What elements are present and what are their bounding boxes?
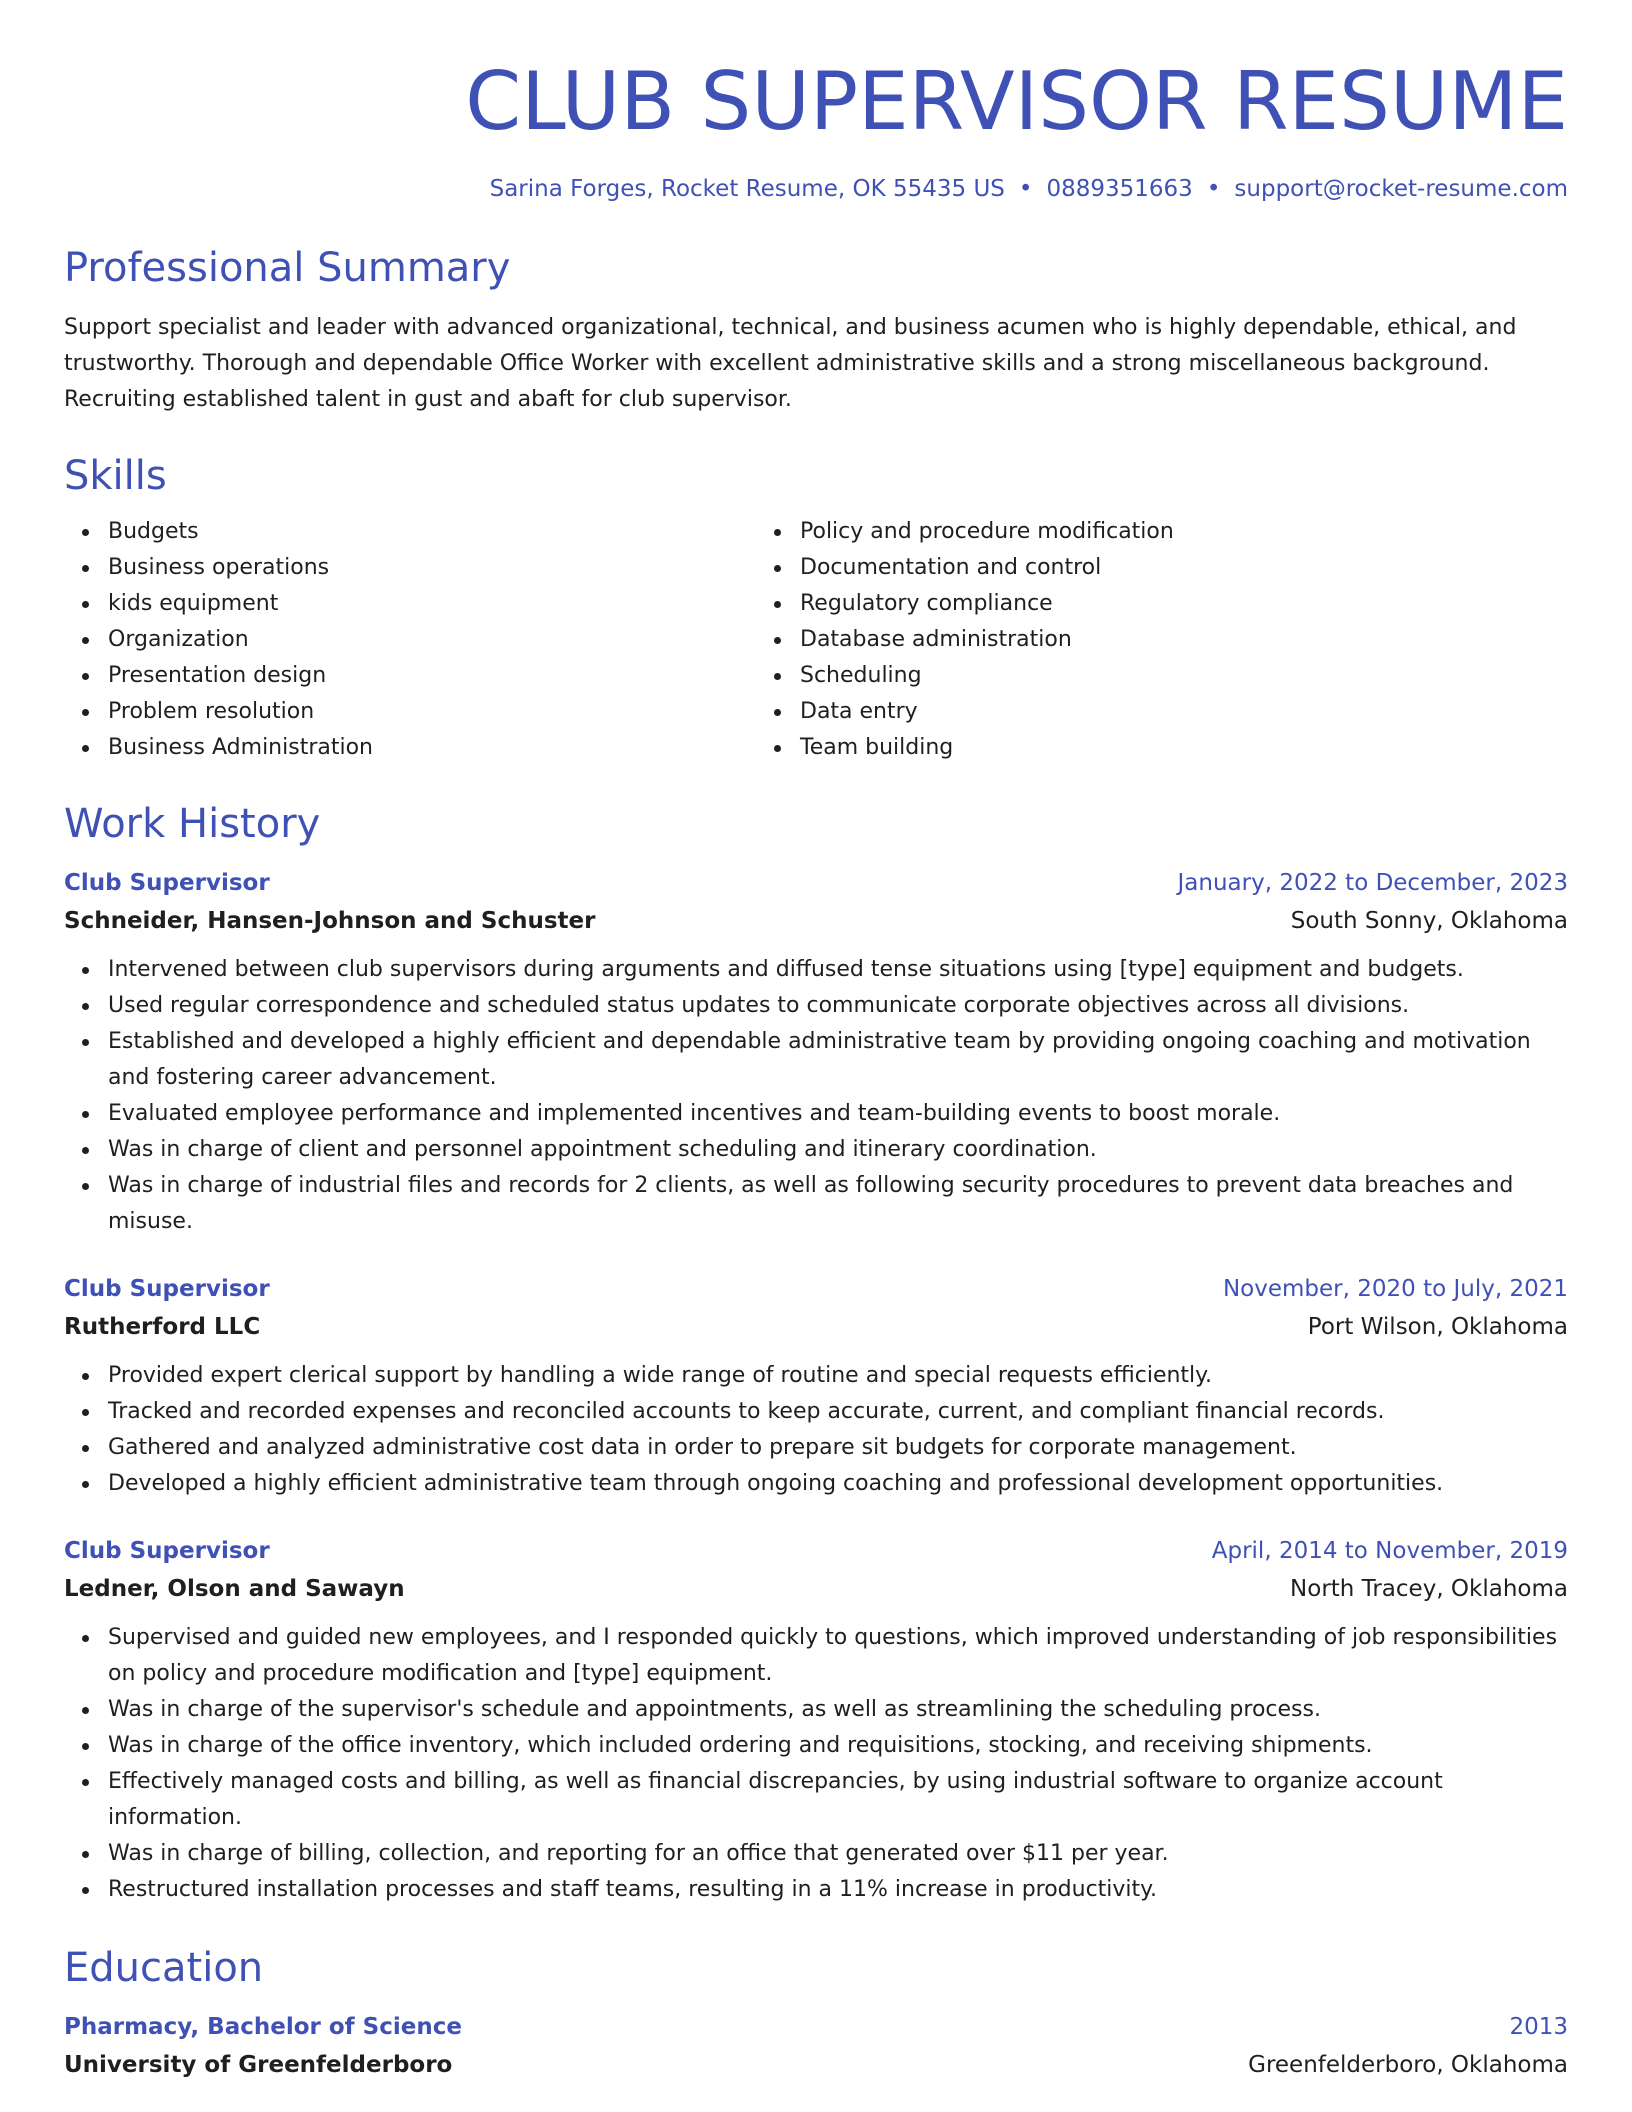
education-school: University of Greenfelderboro: [64, 2052, 453, 2078]
job-bullet: Effectively managed costs and billing, as well as financial discrepancies, by using industrial software to organize account information.: [108, 1764, 1568, 1836]
job-bullets: [64, 1358, 1568, 1502]
skills-list: [64, 514, 1568, 766]
job-bullet: Tracked and recorded expenses and reconciled accounts to keep accurate, current, and compliant financial records.: [108, 1394, 1568, 1430]
contact-separator: •: [1206, 176, 1221, 202]
job-bullet: Evaluated employee performance and implemented incentives and team-building events to boost morale.: [108, 1096, 1568, 1132]
skill-item: Documentation and control: [800, 550, 1174, 586]
job-bullet: Established and developed a highly efficient and dependable administrative team by providing ongoing coaching and motivation and fostering career advancement.: [108, 1024, 1568, 1096]
skill-item: Business operations: [108, 550, 756, 586]
job-bullet: Provided expert clerical support by handling a wide range of routine and special requests efficiently.: [108, 1358, 1568, 1394]
skill-item: kids equipment: [108, 586, 756, 622]
job-dates: January, 2022 to December, 2023: [1177, 870, 1568, 896]
contact-line: [64, 172, 1568, 206]
summary-heading: Professional Summary: [64, 245, 511, 291]
job-bullets: [64, 952, 1568, 1240]
skill-item: Regulatory compliance: [800, 586, 1174, 622]
contact-email: support@rocket-resume.com: [1234, 176, 1568, 202]
education-year: 2013: [1509, 2014, 1568, 2040]
job-entry: [64, 864, 1568, 1240]
skill-item: Policy and procedure modification: [800, 514, 1174, 550]
skill-item: Data entry: [800, 694, 1174, 730]
job-bullet: Developed a highly efficient administrative team through ongoing coaching and professional development opportunities.: [108, 1466, 1568, 1502]
skill-item: Presentation design: [108, 658, 756, 694]
job-dates: November, 2020 to July, 2021: [1222, 1276, 1568, 1302]
job-location: Port Wilson, Oklahoma: [1307, 1314, 1568, 1340]
contact-separator: •: [1018, 176, 1033, 202]
job-entry: [64, 1532, 1568, 1908]
skills-column-right: [756, 514, 1174, 766]
skills-heading: Skills: [64, 453, 167, 499]
job-bullet: Gathered and analyzed administrative cost data in order to prepare sit budgets for corporate management.: [108, 1430, 1568, 1466]
skill-item: Problem resolution: [108, 694, 756, 730]
job-location: North Tracey, Oklahoma: [1290, 1576, 1568, 1602]
skill-item: Database administration: [800, 622, 1174, 658]
job-bullets: [64, 1620, 1568, 1908]
education-degree: Pharmacy, Bachelor of Science: [64, 2014, 462, 2040]
resume-title: CLUB SUPERVISOR RESUME: [465, 55, 1568, 148]
education-entry: [64, 2008, 1568, 2084]
job-company: Ledner, Olson and Sawayn: [64, 1576, 405, 1602]
skill-item: Business Administration: [108, 730, 756, 766]
skill-item: Organization: [108, 622, 756, 658]
job-role: Club Supervisor: [64, 1276, 270, 1302]
job-bullet: Supervised and guided new employees, and I responded quickly to questions, which improved understanding of job responsibilities on policy and procedure modification and [type] equipment.: [108, 1620, 1568, 1692]
skill-item: Scheduling: [800, 658, 1174, 694]
job-bullet: Was in charge of industrial files and records for 2 clients, as well as following security procedures to prevent data breaches and misuse.: [108, 1168, 1568, 1240]
job-company: Schneider, Hansen-Johnson and Schuster: [64, 908, 596, 934]
job-role: Club Supervisor: [64, 870, 270, 896]
job-bullet: Restructured installation processes and staff teams, resulting in a 11% increase in productivity.: [108, 1872, 1568, 1908]
education-location: Greenfelderboro, Oklahoma: [1248, 2052, 1568, 2078]
job-bullet: Used regular correspondence and scheduled status updates to communicate corporate objectives across all divisions.: [108, 988, 1568, 1024]
job-bullet: Was in charge of billing, collection, and reporting for an office that generated over $11 per year.: [108, 1836, 1568, 1872]
skill-item: Budgets: [108, 514, 756, 550]
job-bullet: Was in charge of the supervisor's schedule and appointments, as well as streamlining the scheduling process.: [108, 1692, 1568, 1728]
job-bullet: Was in charge of client and personnel appointment scheduling and itinerary coordination.: [108, 1132, 1568, 1168]
education-heading: Education: [64, 1945, 264, 1991]
contact-address: Sarina Forges, Rocket Resume, OK 55435 US: [489, 176, 1005, 202]
skill-item: Team building: [800, 730, 1174, 766]
job-entry: [64, 1270, 1568, 1502]
skills-column-left: [64, 514, 756, 766]
summary-text: Support specialist and leader with advanced organizational, technical, and business acumen who is highly dependable, ethical, and trustworthy. Thorough and dependable Office Worker with excellent administrative skills and a strong miscellaneous background. Recruiting established talent in gust and abaft for club supervisor.: [64, 315, 1517, 412]
job-dates: April, 2014 to November, 2019: [1211, 1538, 1568, 1564]
job-company: Rutherford LLC: [64, 1314, 261, 1340]
job-bullet: Intervened between club supervisors during arguments and diffused tense situations using [type] equipment and budgets.: [108, 952, 1568, 988]
work-history-heading: Work History: [64, 801, 321, 847]
job-bullet: Was in charge of the office inventory, which included ordering and requisitions, stocking, and receiving shipments.: [108, 1728, 1568, 1764]
job-location: South Sonny, Oklahoma: [1290, 908, 1568, 934]
job-role: Club Supervisor: [64, 1538, 270, 1564]
contact-phone: 0889351663: [1046, 176, 1193, 202]
